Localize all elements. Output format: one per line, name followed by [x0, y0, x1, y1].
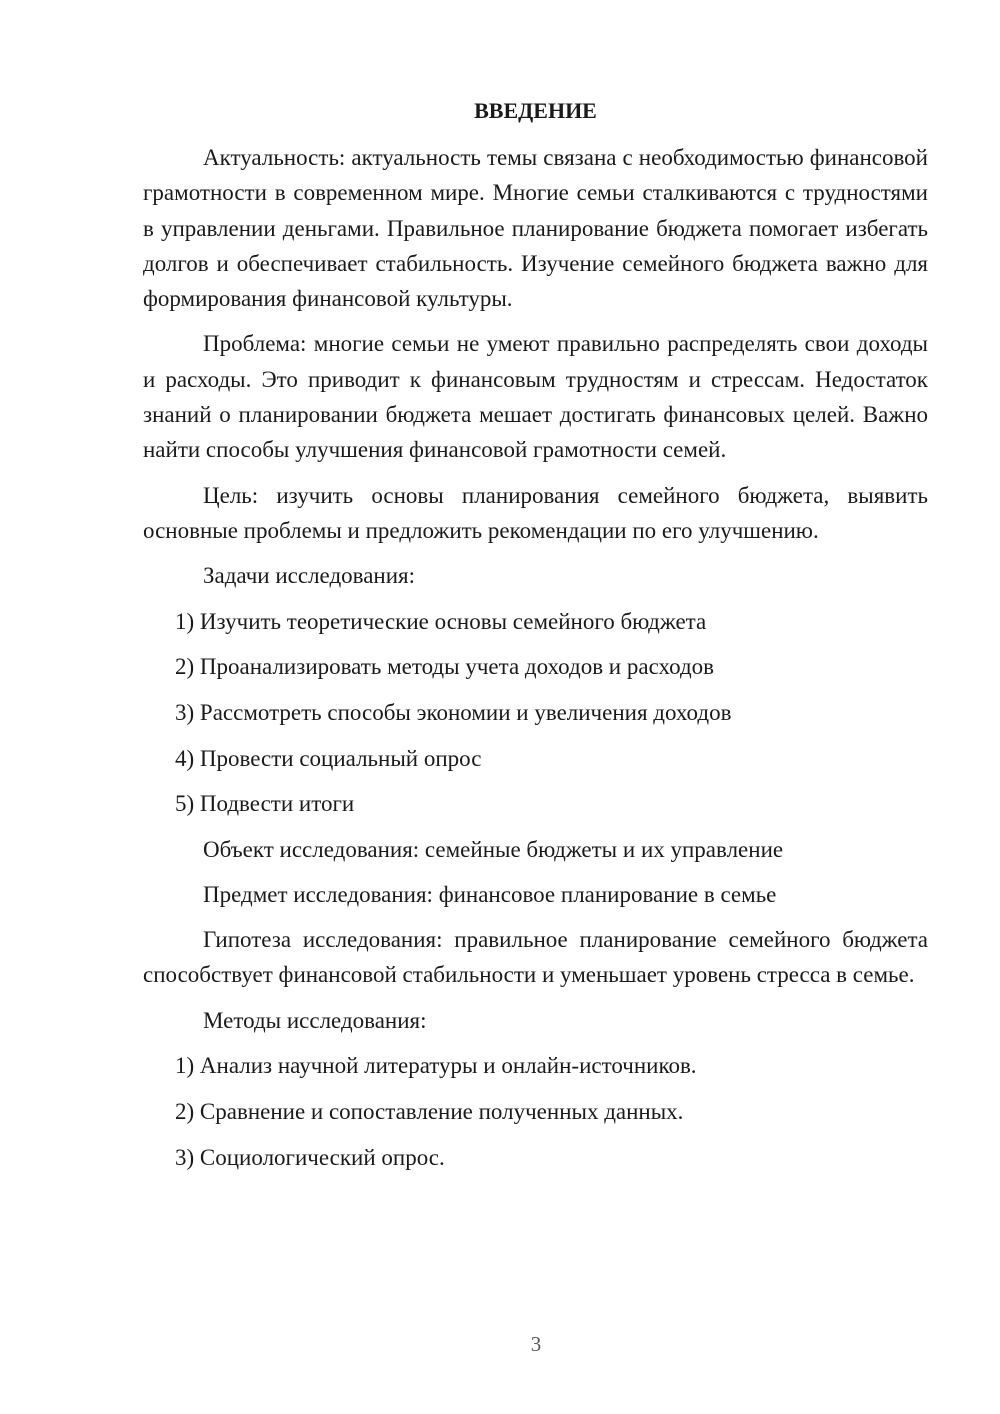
- goal-paragraph: Цель: изучить основы планирования семейного бюджета, выявить основные проблемы и предложить рекомендации по его улучшению.: [143, 482, 928, 543]
- list-item: 4) Провести социальный опрос: [175, 745, 482, 771]
- relevance-paragraph: Актуальность: актуальность темы связана с необходимостью финансовой грамотности в современном мире. Многие семьи сталкиваются с трудностями в управлении деньгами. Правильное планирование бюджета помогает избегать долгов и обеспечивает стабильность. Изучение семейного бюджета важно для формирования финансовой культуры.: [143, 145, 928, 312]
- document-page: [143, 96, 928, 1175]
- object-line: Объект исследования: семейные бюджеты и их управление: [203, 836, 784, 862]
- list-item: 5) Подвести итоги: [175, 791, 355, 817]
- tasks-heading: Задачи исследования:: [203, 563, 416, 589]
- methods-heading: Методы исследования:: [203, 1007, 427, 1033]
- methods-list: [143, 1048, 928, 1174]
- page-title: ВВЕДЕНИЕ: [474, 98, 597, 123]
- tasks-list: [143, 604, 928, 822]
- list-item: 3) Рассмотреть способы экономии и увеличения доходов: [175, 700, 732, 726]
- subject-line: Предмет исследования: финансовое планирование в семье: [203, 881, 777, 907]
- problem-paragraph: Проблема: многие семьи не умеют правильно распределять свои доходы и расходы. Это приводит к финансовым трудностям и стрессам. Недостаток знаний о планировании бюджета мешает достигать финансовых целей. Важно найти способы улучшения финансовой грамотности семей.: [143, 331, 928, 463]
- page-number: 3: [530, 1332, 542, 1356]
- list-item: 1) Изучить теоретические основы семейного бюджета: [175, 608, 707, 634]
- list-item: 3) Социологический опрос.: [175, 1144, 445, 1170]
- list-item: 1) Анализ научной литературы и онлайн-источников.: [175, 1053, 697, 1079]
- hypothesis-paragraph: Гипотеза исследования: правильное планирование семейного бюджета способствует финансовой стабильности и уменьшает уровень стресса в семье.: [143, 927, 928, 988]
- list-item: 2) Проанализировать методы учета доходов и расходов: [175, 654, 715, 680]
- list-item: 2) Сравнение и сопоставление полученных данных.: [175, 1098, 684, 1124]
